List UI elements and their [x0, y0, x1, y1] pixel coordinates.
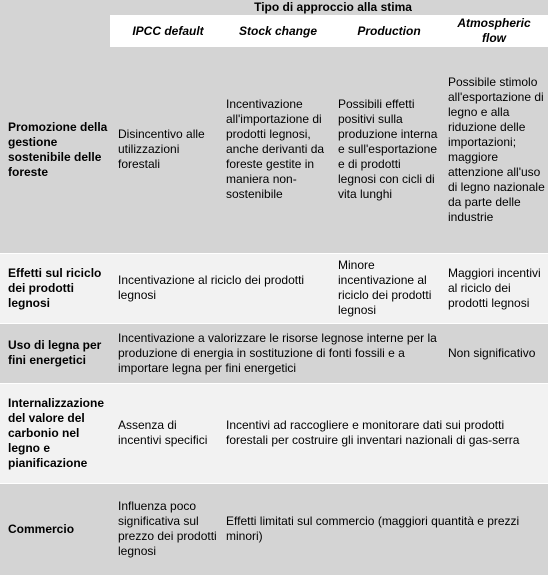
column-header-production: Production — [330, 15, 440, 47]
row-title-commercio: Commercio — [0, 483, 110, 575]
header-corner-lower — [0, 15, 110, 47]
header-columns-row — [0, 15, 548, 47]
table-row — [0, 47, 548, 253]
row-title-riciclo: Effetti sul riciclo dei prodotti legnosi — [0, 253, 110, 323]
header-group-title: Tipo di approccio alla stima — [110, 0, 548, 15]
row-title-internalizzazione: Internalizzazione del valore del carbonio nel legno e pianificazione — [0, 383, 110, 483]
cell-stock-change: Incentivazione all'importazione di prodotti legnosi, anche derivanti da foreste gestite in maniera non-sostenibile — [218, 47, 330, 253]
cell-others-merged: Incentivi ad raccogliere e monitorare dati sui prodotti forestali per costruire gli inventari nazionali di gas-serra — [218, 383, 548, 483]
header-corner — [0, 0, 110, 15]
cell-atmospheric-flow: Maggiori incentivi al riciclo dei prodotti legnosi — [440, 253, 548, 323]
cell-production: Possibili effetti positivi sulla produzione interna e sull'esportazione e di prodotti legnosi con cicli di vita lunghi — [330, 47, 440, 253]
column-header-atmospheric-flow: Atmospheric flow — [440, 15, 548, 47]
header-group-row — [0, 0, 548, 15]
cell-others-merged: Effetti limitati sul commercio (maggiori quantità e prezzi minori) — [218, 483, 548, 575]
cell-ipcc-stock-merged: Incentivazione al riciclo dei prodotti legnosi — [110, 253, 330, 323]
cell-ipcc-stock-production-merged: Incentivazione a valorizzare le risorse legnose interne per la produzione di energia in sostituzione di fonti fossili e a importare legna per fini energetici — [110, 323, 440, 383]
cell-atmospheric-flow: Possibile stimolo all'esportazione di legno e alla riduzione delle importazioni; maggiore attenzione all'uso di legno nazionale da parte delle industrie — [440, 47, 548, 253]
column-header-ipcc-default: IPCC default — [110, 15, 218, 47]
cell-atmospheric-flow: Non significativo — [440, 323, 548, 383]
table-row — [0, 253, 548, 323]
table-row — [0, 483, 548, 575]
row-title-uso-energetico: Uso di legna per fini energetici — [0, 323, 110, 383]
cell-ipcc-default: Disincentivo alle utilizzazioni forestali — [110, 47, 218, 253]
cell-production: Minore incentivazione al riciclo dei prodotti legnosi — [330, 253, 440, 323]
cell-ipcc-default: Influenza poco significativa sul prezzo dei prodotti legnosi — [110, 483, 218, 575]
table-row — [0, 323, 548, 383]
row-title-gestione-sostenibile: Promozione della gestione sostenibile delle foreste — [0, 47, 110, 253]
cell-ipcc-default: Assenza di incentivi specifici — [110, 383, 218, 483]
column-header-stock-change: Stock change — [218, 15, 330, 47]
table-row — [0, 383, 548, 483]
